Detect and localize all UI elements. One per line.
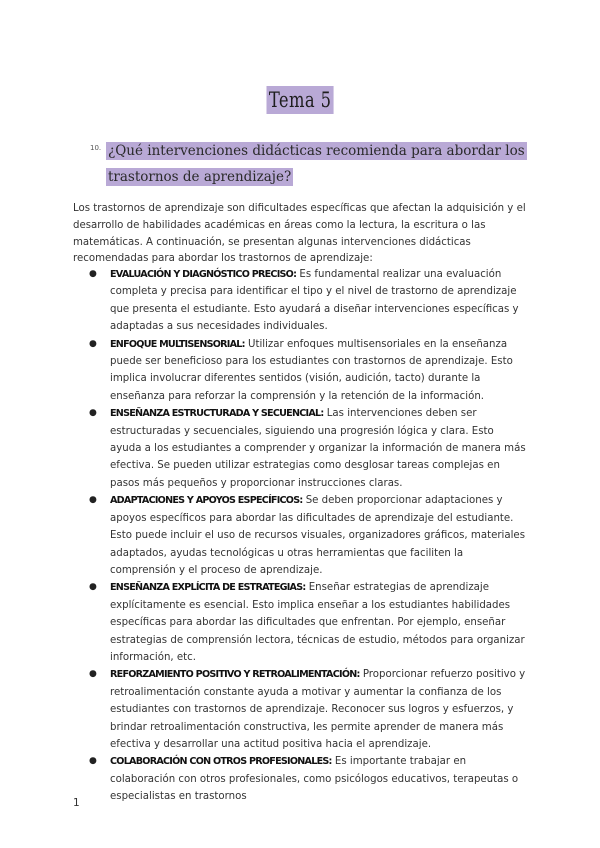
bullet-icon: ● xyxy=(89,582,97,593)
list-item xyxy=(73,336,528,406)
item-term: EVALUACIÓN Y DIAGNÓSTICO PRECISO: xyxy=(110,269,297,280)
list-item xyxy=(73,405,528,492)
bullet-icon: ● xyxy=(89,269,97,279)
bullet-icon: ● xyxy=(89,495,97,506)
bullet-icon: ● xyxy=(89,756,97,767)
list-item xyxy=(73,579,528,666)
item-description: Se deben proporcionar adaptaciones y apoyos específicos para abordar las dificultades de aprendizaje del estudiante. Esto puede incluir el uso de recursos visuales, organizadores gráficos, materiales adaptados, ayudas tecnológicas u otras herramientas que faciliten la comprensión y el proceso de aprendizaje. xyxy=(110,495,526,576)
bullet-icon: ● xyxy=(89,669,97,680)
question-text: ¿Qué intervenciones didácticas recomienda para abordar los trastornos de aprendizaje? xyxy=(108,143,525,185)
bullet-icon: ● xyxy=(89,338,97,349)
item-description: Es fundamental realizar una evaluación completa y precisa para identificar el tipo y el nivel de trastorno de aprendizaje que presenta el estudiante. Esto ayudará a diseñar intervenciones específicas y adaptadas a sus necesidades individuales. xyxy=(110,269,519,333)
item-description: Enseñar estrategias de aprendizaje explícitamente es esencial. Esto implica enseñar a los estudiantes habilidades específicas para abordar las dificultades que enfrentan. Por ejemplo, enseñar estrategias de comprensión lectora, técnicas de estudio, métodos para organizar información, etc. xyxy=(110,582,525,663)
title-container xyxy=(0,86,600,114)
item-term: REFORZAMIENTO POSITIVO Y RETROALIMENTACIÓN: xyxy=(110,669,360,681)
list-item xyxy=(73,753,528,805)
item-term: ADAPTACIONES Y APOYOS ESPECÍFICOS: xyxy=(110,495,303,507)
interventions-list xyxy=(73,266,528,806)
page-title: Tema 5 xyxy=(266,86,333,114)
item-term: ENFOQUE MULTISENSORIAL: xyxy=(110,338,245,350)
item-term: ENSEÑANZA ESTRUCTURADA Y SECUENCIAL: xyxy=(110,408,324,420)
item-description: Es importante trabajar en colaboración con otros profesionales, como psicólogos educativos, terapeutas o especialistas en trastornos xyxy=(110,756,519,803)
item-term: COLABORACIÓN CON OTROS PROFESIONALES: xyxy=(110,756,332,768)
item-description: Proporcionar refuerzo positivo y retroalimentación constante ayuda a motivar y aumentar la confianza de los estudiantes con trastornos de aprendizaje. Reconocer sus logros y esfuerzos, y brindar retroalimentación constructiva, les permite aprender de manera más efectiva y desarrollar una actitud positiva hacia el aprendizaje. xyxy=(110,669,526,750)
question-number: 10. xyxy=(90,144,102,152)
page-number: 1 xyxy=(73,797,80,809)
list-item xyxy=(73,266,528,336)
list-item xyxy=(73,492,528,579)
item-term: ENSEÑANZA EXPLÍCITA DE ESTRATEGIAS: xyxy=(110,582,306,594)
intro-paragraph: Los trastornos de aprendizaje son dificultades específicas que afectan la adquisición y el desarrollo de habilidades académicas en áreas como la lectura, la escritura o las matemáticas. A continuación, se presentan algunas intervenciones didácticas recomendadas para abordar los trastornos de aprendizaje: xyxy=(73,203,526,265)
bullet-icon: ● xyxy=(89,408,97,419)
item-description: Utilizar enfoques multisensoriales en la enseñanza puede ser beneficioso para los estudiantes con trastornos de aprendizaje. Esto implica involucrar diferentes sentidos (visión, audición, tacto) durante la enseñanza para reforzar la comprensión y la retención de la información. xyxy=(110,338,513,402)
question-text-block xyxy=(106,138,530,190)
list-item xyxy=(73,666,528,753)
item-description: Las intervenciones deben ser estructuradas y secuenciales, siguiendo una progresión lógica y clara. Esto ayuda a los estudiantes a comprender y organizar la información de manera más efectiva. Se pueden utilizar estrategias como desglosar tareas complejas en pasos más pequeños y proporcionar instrucciones claras. xyxy=(110,408,526,489)
